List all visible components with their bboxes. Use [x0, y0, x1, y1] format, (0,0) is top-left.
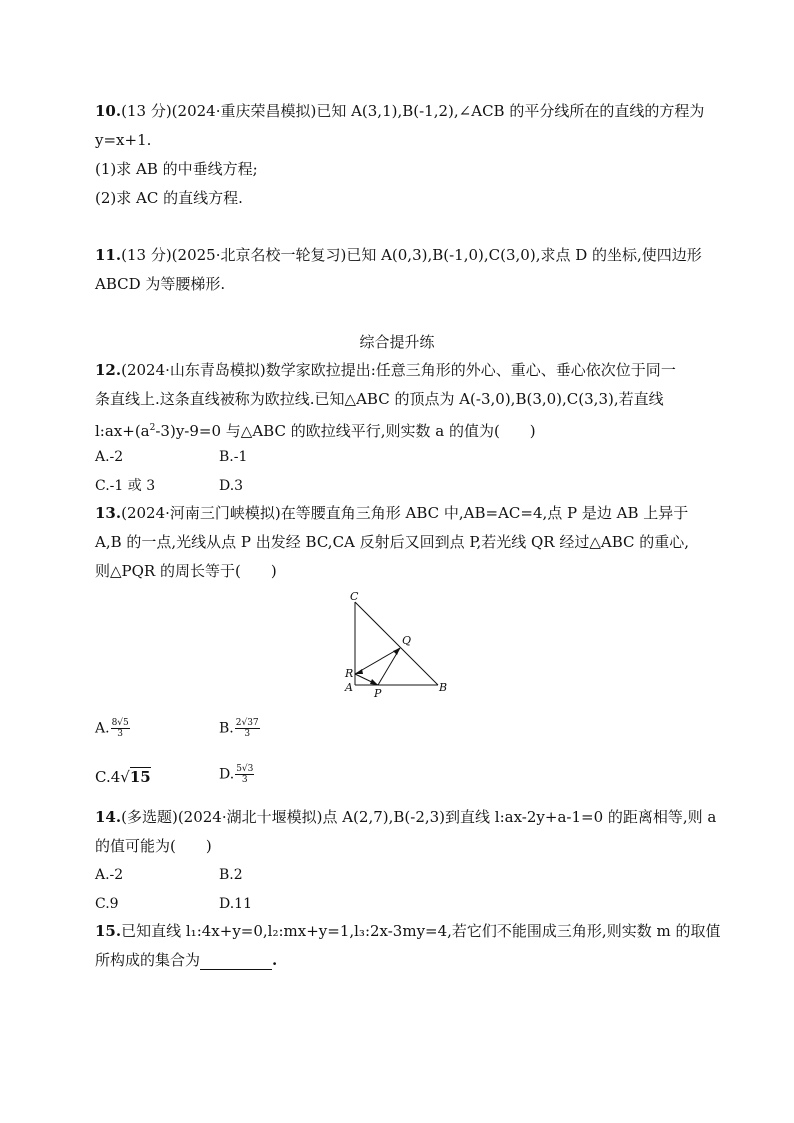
label-a: A [345, 681, 353, 694]
q10-line-1 [95, 101, 704, 121]
q12-text-1: (2024·山东青岛模拟)数学家欧拉提出:任意三角形的外心、重心、垂心依次位于同一 [121, 361, 676, 379]
q13-number: 13. [95, 504, 122, 522]
q10-part-1: (1)求 AB 的中垂线方程; [95, 160, 258, 178]
q12-option-b[interactable]: B.-1 [219, 449, 248, 465]
q13-option-b-num: 2√37 [235, 718, 259, 728]
q15-period: . [272, 951, 278, 969]
q12-superscript: 2 [149, 423, 156, 433]
section-title: 综合提升练 [359, 333, 435, 351]
q11-line-2: ABCD 为等腰梯形. [95, 275, 226, 293]
arrow-r [355, 669, 363, 674]
q11-number: 11. [95, 246, 122, 264]
q13-option-d-prefix: D. [219, 766, 235, 783]
q13-option-c[interactable] [95, 768, 151, 786]
q13-line-2: A,B 的一点,光线从点 P 出发经 BC,CA 反射后又回到点 P,若光线 QR 经过△ABC 的重心, [95, 533, 690, 551]
q15-text-1: 已知直线 l₁:4x+y=0,l₂:mx+y=1,l₃:2x-3my=4,若它们不能围成三角形,则实数 m 的取值 [121, 922, 721, 940]
q14-text-1: (多选题)(2024·湖北十堰模拟)点 A(2,7),B(-2,3)到直线 l:ax-2y+a-1=0 的距离相等,则 a [121, 808, 717, 826]
q13-option-d[interactable] [219, 764, 254, 785]
q15-number: 15. [95, 922, 122, 940]
q14-option-b[interactable]: B.2 [219, 867, 243, 883]
q12-option-a[interactable]: A.-2 [95, 449, 124, 465]
q13-option-a-num: 8√5 [111, 718, 129, 728]
q12-line-3 [95, 418, 536, 441]
q11-text-1: (13 分)(2025·北京名校一轮复习)已知 A(0,3),B(-1,0),C(3,0),求点 D 的坐标,使四边形 [121, 246, 702, 264]
q13-option-d-fraction [235, 764, 254, 785]
triangle-figure [335, 588, 460, 700]
q13-text-1: (2024·河南三门峡模拟)在等腰直角三角形 ABC 中,AB=AC=4,点 P 是边 AB 上异于 [121, 504, 689, 522]
label-p: P [374, 687, 382, 700]
q12-option-c[interactable]: C.-1 或 3 [95, 478, 156, 494]
label-c: C [350, 590, 359, 603]
q14-line-1 [95, 807, 716, 827]
label-r: R [345, 667, 354, 680]
q12-number: 12. [95, 361, 122, 379]
q14-line-2: 的值可能为( ) [95, 837, 212, 855]
label-b: B [439, 681, 448, 694]
q11-line-1 [95, 245, 702, 265]
q13-option-c-radical-sign: √ [120, 768, 130, 786]
q12-option-d[interactable]: D.3 [219, 478, 244, 494]
q15-line-2 [95, 950, 277, 970]
q12-text-3b: -3)y-9=0 与△ABC 的欧拉线平行,则实数 a 的值为( ) [155, 422, 536, 440]
q13-option-a[interactable] [95, 718, 130, 739]
q14-number: 14. [95, 808, 122, 826]
q12-text-3a: l:ax+(a [95, 422, 150, 440]
q13-option-a-fraction [111, 718, 130, 739]
side-bc [355, 602, 438, 685]
q13-option-a-prefix: A. [95, 720, 110, 737]
q12-line-2: 条直线上.这条直线被称为欧拉线.已知△ABC 的顶点为 A(-3,0),B(3,0),C(3,3),若直线 [95, 390, 664, 408]
q15-line-1 [95, 921, 720, 941]
q10-part-2: (2)求 AC 的直线方程. [95, 189, 243, 207]
q13-option-b-den: 3 [244, 729, 251, 739]
answer-blank[interactable] [200, 955, 272, 970]
q15-text-2: 所构成的集合为 [95, 951, 201, 969]
q13-option-d-num: 5√3 [236, 764, 254, 774]
q13-option-b-fraction [235, 718, 260, 739]
arrow-p [370, 679, 378, 685]
arrow-q [393, 648, 400, 655]
q13-option-b[interactable] [219, 718, 260, 739]
q14-option-c[interactable]: C.9 [95, 896, 119, 912]
q13-option-c-radicand: 15 [129, 768, 151, 786]
q10-number: 10. [95, 102, 122, 120]
q12-line-1 [95, 360, 676, 380]
q14-option-d[interactable]: D.11 [219, 896, 252, 912]
q13-line-3: 则△PQR 的周长等于( ) [95, 562, 277, 580]
q13-line-1 [95, 503, 688, 523]
q10-text-1: (13 分)(2024·重庆荣昌模拟)已知 A(3,1),B(-1,2),∠ACB 的平分线所在的直线的方程为 [121, 102, 705, 120]
q13-option-a-den: 3 [117, 729, 124, 739]
q13-option-c-prefix: C.4 [95, 768, 121, 786]
q13-option-d-den: 3 [241, 775, 248, 785]
q10-line-2: y=x+1. [95, 131, 152, 149]
q13-option-b-prefix: B. [219, 720, 234, 737]
label-q: Q [402, 634, 412, 647]
q14-option-a[interactable]: A.-2 [95, 867, 124, 883]
